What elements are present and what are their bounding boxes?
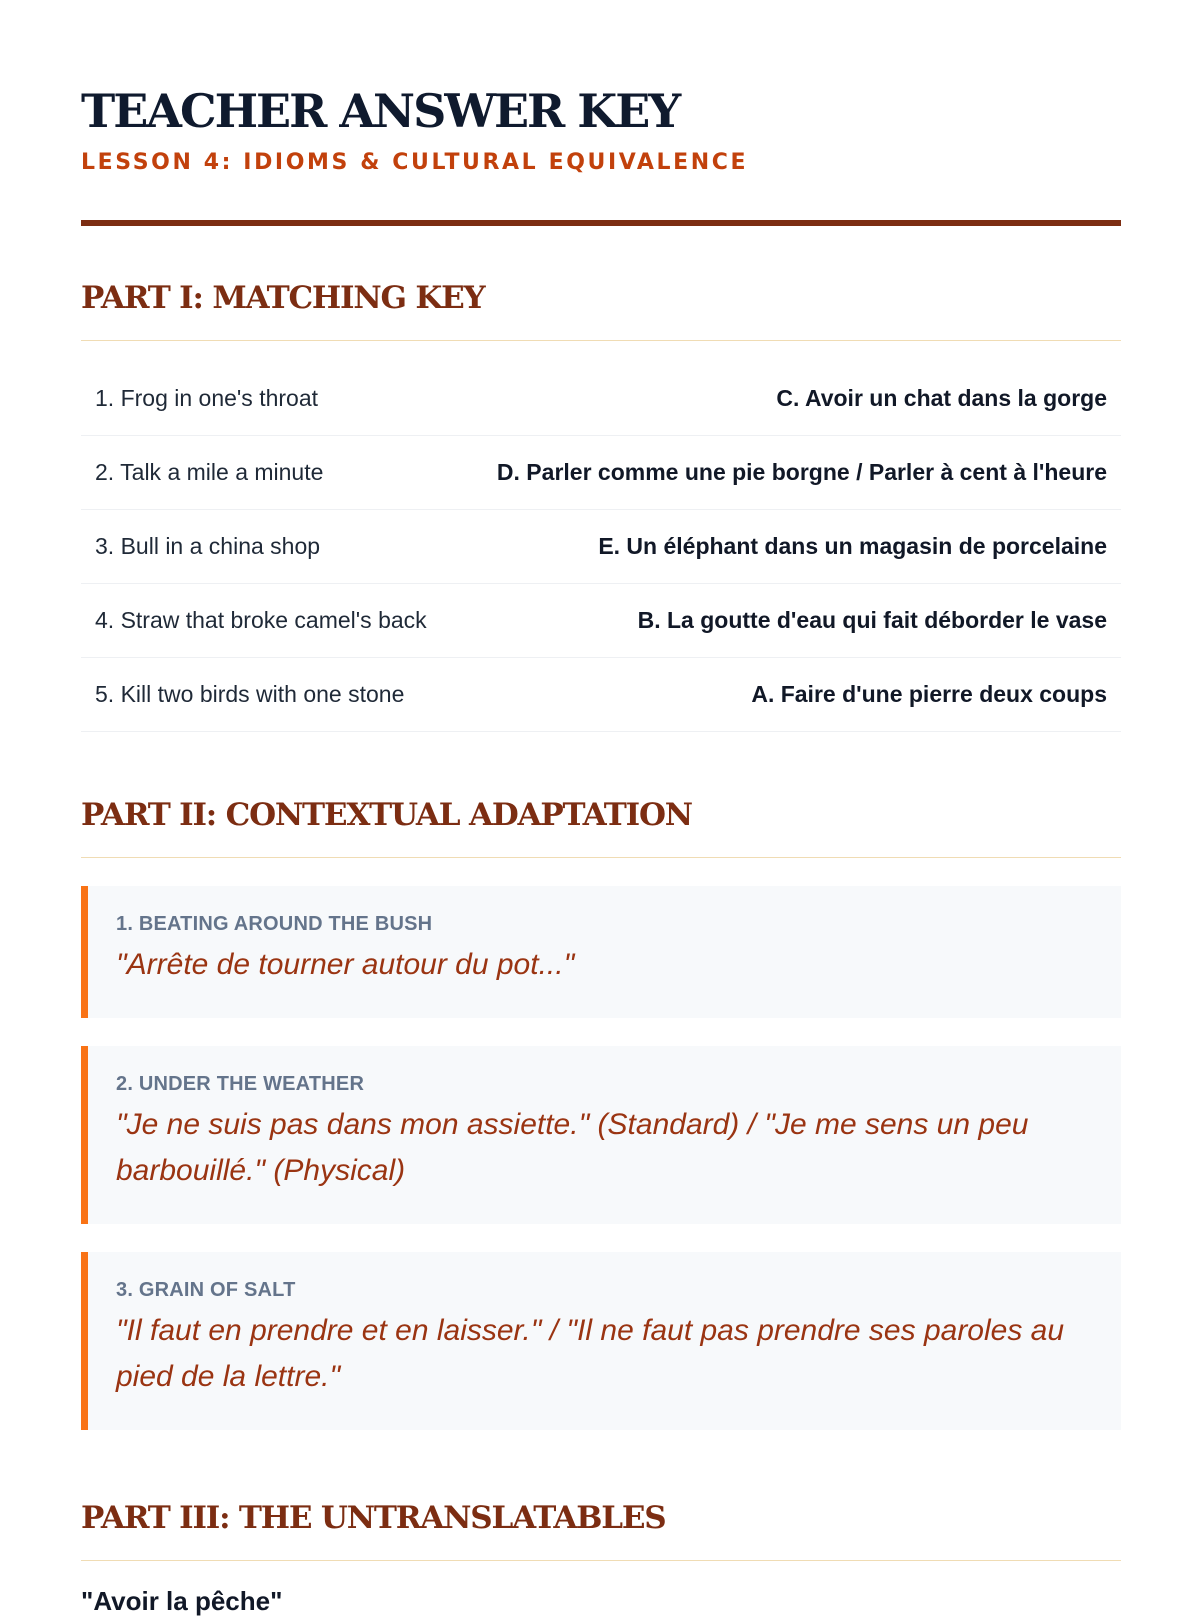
adaptation-answer: "Je ne suis pas dans mon assiette." (Standard) / "Je me sens un peu barbouillé." (Physical): [116, 1108, 1029, 1187]
matching-answer: E. Un éléphant dans un magasin de porcelaine: [598, 533, 1107, 559]
matching-key-list: [81, 362, 1121, 732]
adaptation-card: [81, 1252, 1121, 1430]
page-title: TEACHER ANSWER KEY: [81, 84, 680, 138]
matching-prompt: 4. Straw that broke camel's back: [95, 607, 427, 633]
matching-prompt: 1. Frog in one's throat: [95, 385, 319, 411]
matching-answer: C. Avoir un chat dans la gorge: [776, 385, 1107, 411]
adaptation-label: 2. UNDER THE WEATHER: [116, 1073, 365, 1095]
part2-title: PART II: CONTEXTUAL ADAPTATION: [81, 797, 692, 833]
adaptation-label: 3. GRAIN OF SALT: [116, 1279, 296, 1301]
part1-divider: [81, 340, 1121, 341]
header-divider: [81, 220, 1121, 226]
matching-prompt: 2. Talk a mile a minute: [95, 459, 324, 485]
part2-divider: [81, 857, 1121, 858]
matching-answer: A. Faire d'une pierre deux coups: [751, 681, 1107, 707]
part1-title: PART I: MATCHING KEY: [81, 280, 485, 316]
matching-prompt: 3. Bull in a china shop: [95, 533, 321, 559]
matching-row: [81, 436, 1121, 510]
untranslatable-item: "Avoir la pêche": [81, 1586, 283, 1616]
part3-title: PART III: THE UNTRANSLATABLES: [81, 1500, 666, 1536]
adaptation-label: 1. BEATING AROUND THE BUSH: [116, 913, 433, 935]
adaptation-answer: "Il faut en prendre et en laisser." / "Il ne faut pas prendre ses paroles au pied de la lettre.": [116, 1314, 1065, 1393]
matching-row: [81, 658, 1121, 732]
matching-row: [81, 510, 1121, 584]
matching-prompt: 5. Kill two birds with one stone: [95, 681, 405, 707]
adaptation-answer: "Arrête de tourner autour du pot...": [116, 948, 575, 981]
matching-row: [81, 362, 1121, 436]
matching-answer: B. La goutte d'eau qui fait déborder le vase: [637, 607, 1107, 633]
part3-divider: [81, 1560, 1121, 1561]
adaptation-card: [81, 886, 1121, 1018]
adaptation-card: [81, 1046, 1121, 1224]
matching-row: [81, 584, 1121, 658]
lesson-subtitle: LESSON 4: IDIOMS & CULTURAL EQUIVALENCE: [81, 150, 749, 175]
matching-answer: D. Parler comme une pie borgne / Parler à cent à l'heure: [496, 459, 1107, 485]
